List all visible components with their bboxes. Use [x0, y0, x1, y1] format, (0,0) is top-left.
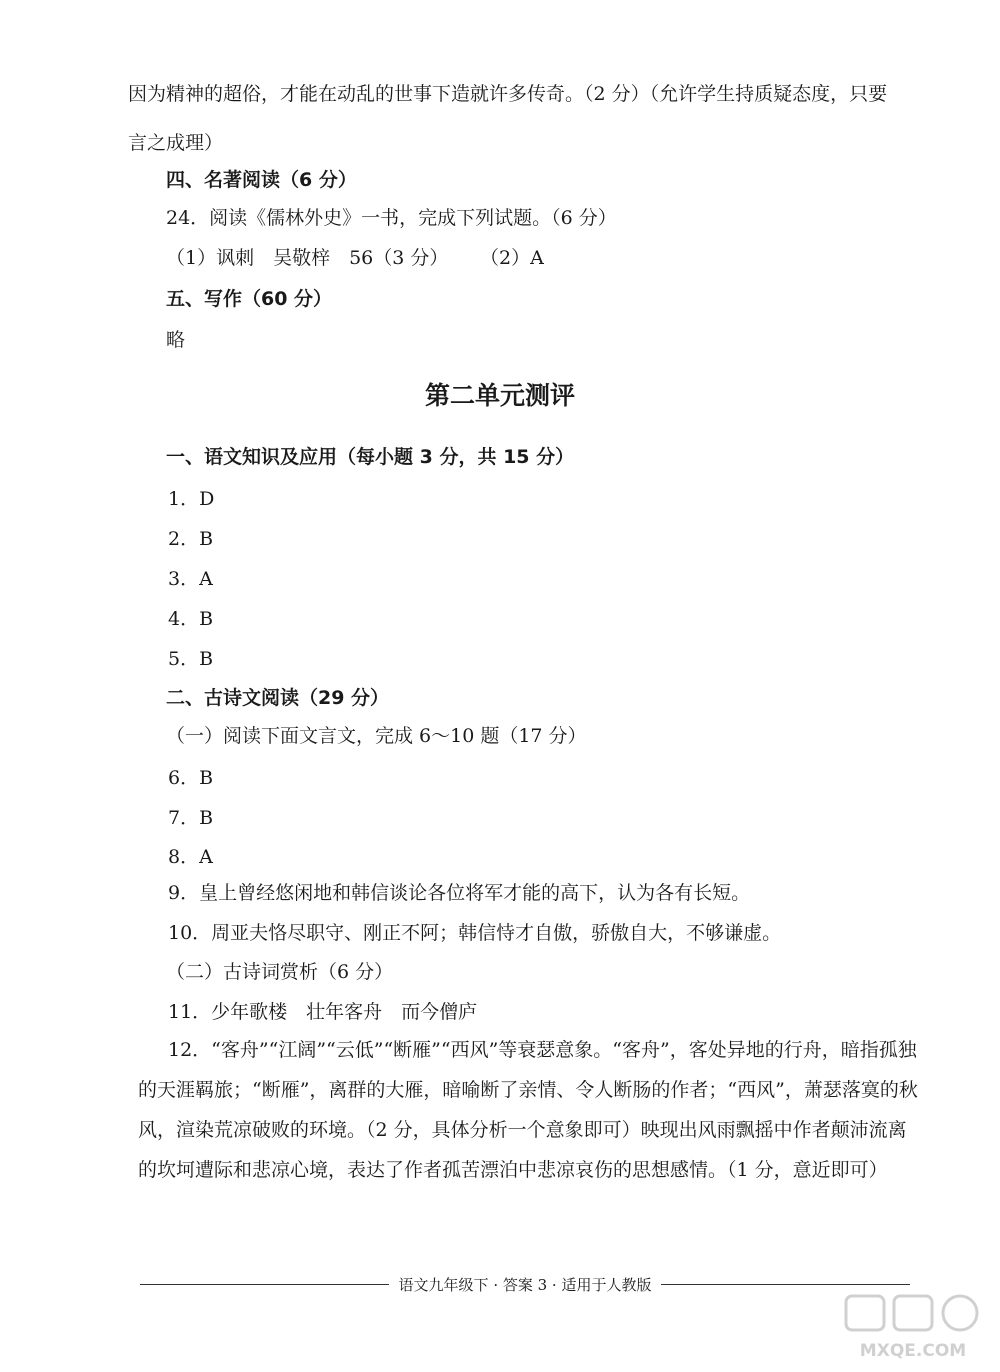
- part2-sub2: （二）古诗词赏析（6 分）: [166, 961, 394, 983]
- unit-title: 第二单元测评: [424, 381, 575, 410]
- section-heading-famous-works: 四、名著阅读（6 分）: [166, 169, 357, 191]
- answer-24-1: （1）讽刺 吴敬梓 56（3 分）: [166, 247, 449, 269]
- answer-6: 6．B: [168, 767, 214, 789]
- page-footer: [140, 1272, 910, 1296]
- question-24: 24．阅读《儒林外史》一书，完成下列试题。（6 分）: [166, 207, 617, 229]
- part2-sub1: （一）阅读下面文言文，完成 6～10 题（17 分）: [166, 725, 587, 747]
- text-line: 因为精神的超俗，才能在动乱的世事下造就许多传奇。（2 分）（允许学生持质疑态度，只要: [128, 83, 888, 105]
- answer-10: 10．周亚夫恪尽职守、刚正不阿；韩信恃才自傲，骄傲自大，不够谦虚。: [168, 922, 782, 944]
- watermark-name: [912, 1319, 914, 1321]
- part2-heading: 二、古诗文阅读（29 分）: [166, 687, 390, 709]
- footer-rule-left: [140, 1284, 389, 1285]
- watermark-logo: [838, 1290, 988, 1366]
- section-heading-writing: 五、写作（60 分）: [166, 288, 333, 310]
- answer-7: 7．B: [168, 807, 214, 829]
- answer-9: 9．皇上曾经悠闲地和韩信谈论各位将军才能的高下，认为各有长短。: [168, 882, 751, 904]
- answer-11: 11．少年歌楼 壮年客舟 而今僧庐: [168, 1001, 478, 1023]
- answer-1: 1．D: [168, 488, 215, 510]
- answer-4: 4．B: [168, 608, 214, 630]
- writing-answer: 略: [166, 329, 186, 351]
- footer-text: 语文九年级下 · 答案 3 · 适用于人教版: [398, 1275, 652, 1294]
- part1-heading: 一、语文知识及应用（每小题 3 分，共 15 分）: [166, 446, 575, 468]
- answer-2: 2．B: [168, 528, 214, 550]
- answer-24-2: （2）A: [480, 247, 544, 269]
- footer-rule-right: [661, 1284, 910, 1285]
- answer-3: 3．A: [168, 568, 213, 590]
- answer-8: 8．A: [168, 846, 213, 868]
- answer-12: 12．“客舟”“江阔”“云低”“断雁”“西风”等衰瑟意象。“客舟”，客处异地的行舟，暗指孤独的天涯羁旅；“断雁”，离群的大雁，暗喻断了亲情、令人断肠的作者；“西风”，萧瑟落寞的秋风，渲染荒凉破败的环境。（2 分，具体分析一个意象即可）映现出风雨飘摇中作者颠沛流离的坎坷遭际和悲凉心境，表达了作者孤苦漂泊中悲凉哀伤的思想感情。（1 分，意近即可）: [138, 1039, 918, 1181]
- text-line: 言之成理）: [128, 132, 224, 154]
- answer-5: 5．B: [168, 648, 214, 670]
- watermark-url: MXQE.COM: [859, 1341, 967, 1361]
